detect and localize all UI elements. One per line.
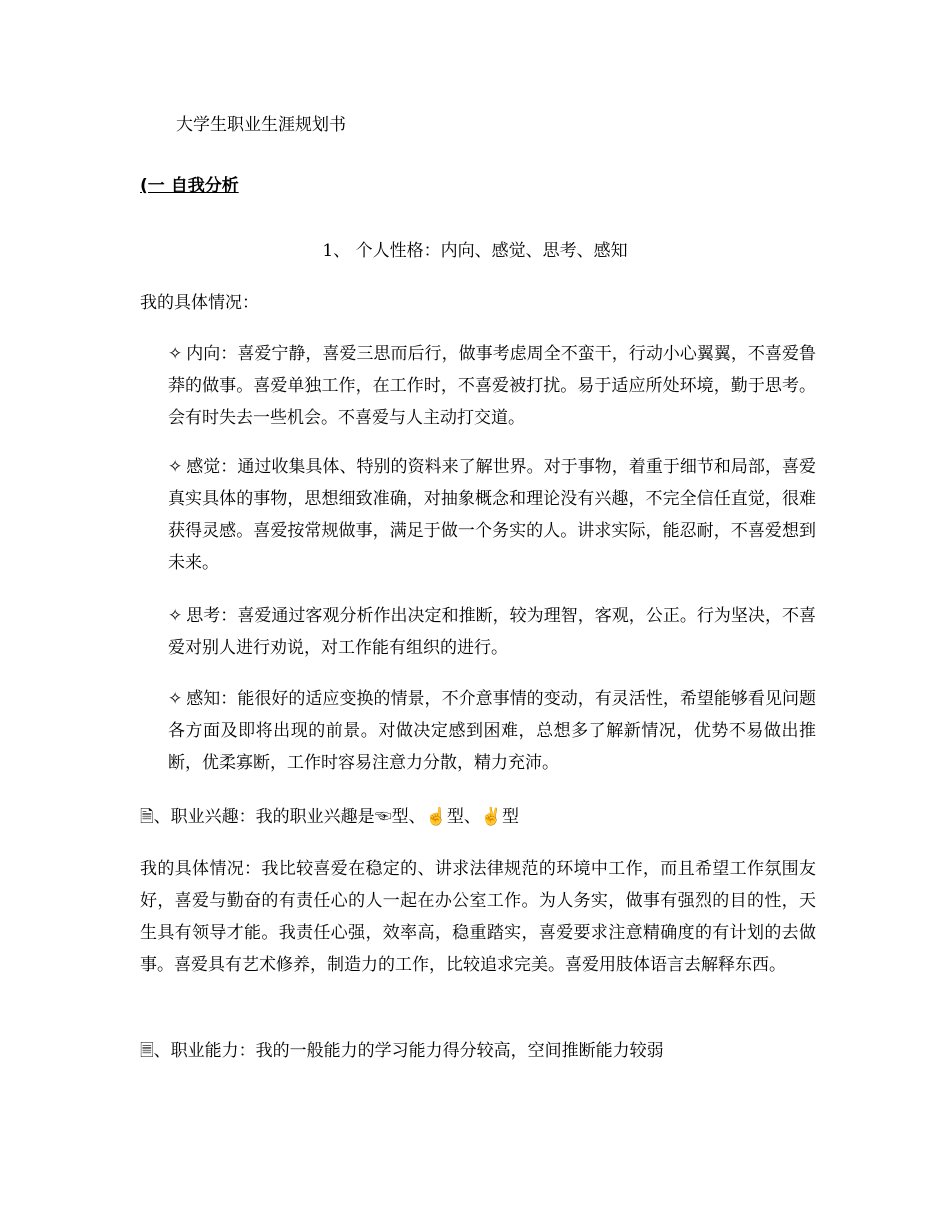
document-title: 大学生职业生涯规划书 bbox=[176, 115, 346, 135]
trait-text: 感觉：通过收集具体、特别的资料来了解世界。对于事物，着重于细节和局部，喜爱真实具体的事物，思想细致准确，对抽象概念和理论没有兴趣，不完全信任直觉，很难获得灵感。喜爱按常规做事，满足于做一个务实的人。讲求实际，能忍耐，不喜爱想到未来。 bbox=[168, 457, 816, 573]
career-ability-line: 🗏、职业能力：我的一般能力的学习能力得分较高，空间推断能力较弱 bbox=[140, 1041, 664, 1061]
diamond-bullet-icon: ✧ bbox=[168, 344, 183, 364]
trait-introvert bbox=[168, 338, 816, 434]
diamond-bullet-icon: ✧ bbox=[168, 606, 183, 626]
trait-text: 内向：喜爱宁静，喜爱三思而后行，做事考虑周全不蛮干，行动小心翼翼，不喜爱鲁莽的做事。喜爱单独工作，在工作时，不喜爱被打扰。易于适应所处环境，勤于思考。会有时失去一些机会。不喜爱与人主动打交道。 bbox=[168, 344, 816, 428]
trait-text: 感知：能很好的适应变换的情景，不介意事情的变动，有灵活性，希望能够看见问题各方面及即将出现的前景。对做决定感到困难，总想多了解新情况，优势不易做出推断，优柔寡断，工作时容易注意力分散，精力充沛。 bbox=[168, 689, 816, 773]
trait-sensing bbox=[168, 451, 816, 579]
section-heading-self-analysis: (一 自我分析 bbox=[140, 176, 239, 196]
diamond-bullet-icon: ✧ bbox=[168, 689, 183, 709]
career-interest-line: 🗎、职业兴趣：我的职业兴趣是☜型、☝型、✌型 bbox=[140, 807, 520, 827]
trait-text: 思考：喜爱通过客观分析作出决定和推断，较为理智，客观，公正。行为坚决，不喜爱对别人进行劝说，对工作能有组织的进行。 bbox=[168, 606, 816, 658]
diamond-bullet-icon: ✧ bbox=[168, 457, 183, 477]
trait-thinking bbox=[168, 600, 816, 664]
trait-perceiving bbox=[168, 683, 816, 779]
career-interest-detail: 我的具体情况：我比较喜爱在稳定的、讲求法律规范的环境中工作，而且希望工作氛围友好，喜爱与勤奋的有责任心的人一起在办公室工作。为人务实，做事有强烈的目的性，天生具有领导才能。我责任心强，效率高，稳重踏实，喜爱要求注意精确度的有计划的去做事。喜爱具有艺术修养，制造力的工作，比较追求完美。喜爱用肢体语言去解释东西。 bbox=[140, 859, 816, 975]
personality-heading: 1、 个人性格：内向、感觉、思考、感知 bbox=[322, 241, 628, 261]
my-situation-label: 我的具体情况： bbox=[140, 293, 259, 313]
